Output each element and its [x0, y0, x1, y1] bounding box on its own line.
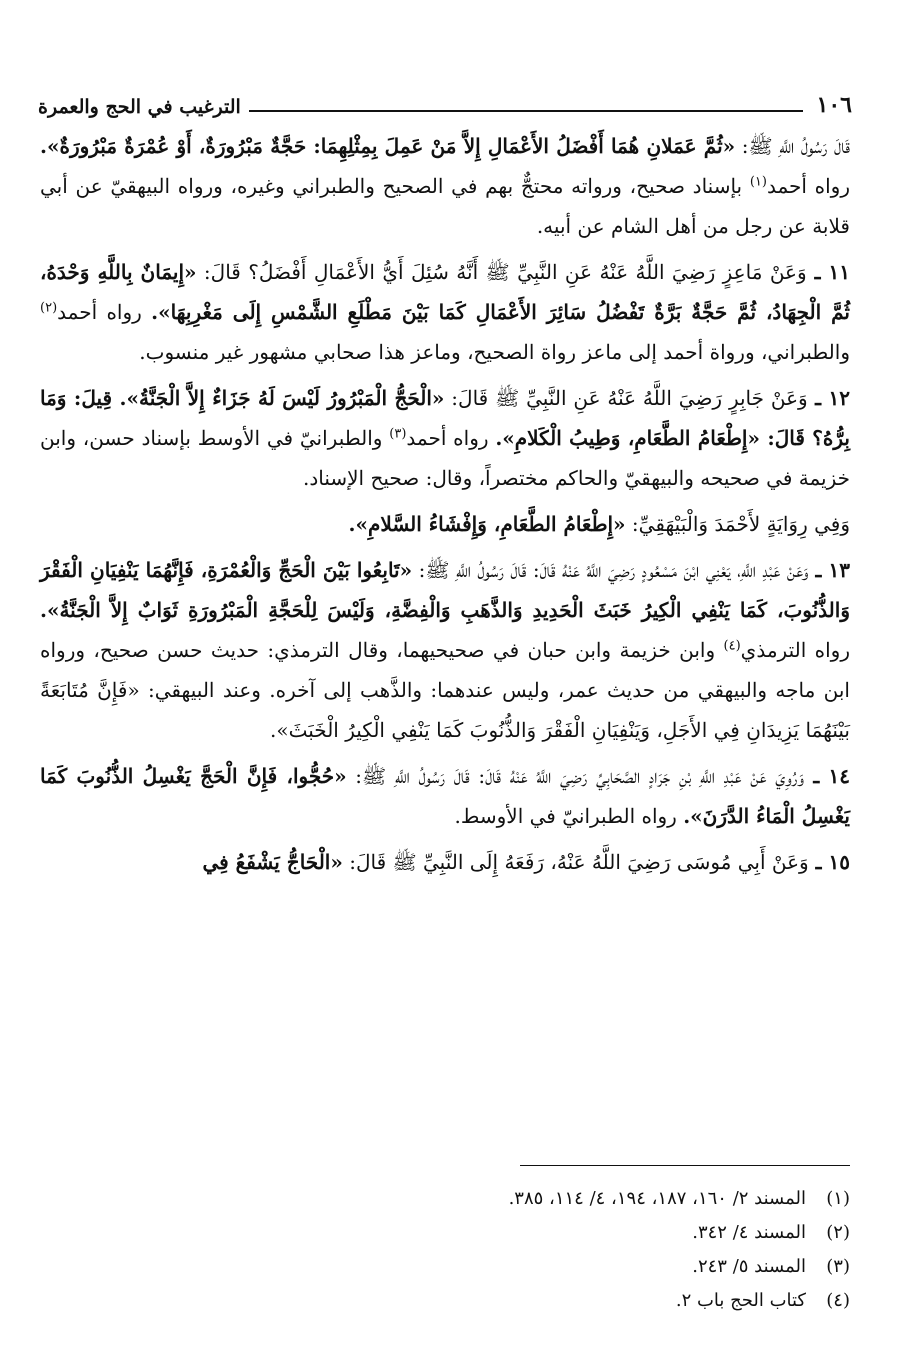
hadith-number: ١٥ ـ: [808, 850, 850, 874]
commentary: بإسناد صحيح، ورواته محتجٌّ بهم في الصحيح والطبراني وغيره، ورواه البيهقيّ عن أبي قلابة عن رجل من أهل الشام عن أبيه.: [40, 174, 850, 238]
paragraph-lead: وَفِي رِوَايَةٍ لأَحْمَدَ وَالْبَيْهَقِيِّ:: [625, 512, 850, 536]
footnote-text: كتاب الحج باب ٢.: [675, 1290, 806, 1311]
hadith-quote: «إِيمَانٌ بِاللَّهِ وَحْدَهُ، ثُمَّ الْجِهَادُ، ثُمَّ حَجَّةٌ بَرَّةٌ تَفْضُلُ سَائِرَ الأَعْمَالِ كَمَا بَيْنَ مَطْلَعِ الشَّمْسِ إِلَى مَغْرِبِهَا».: [40, 260, 850, 324]
hadith-quote: «الْحَجُّ الْمَبْرُورُ لَيْسَ لَهُ جَزَاءٌ إِلاَّ الْجَنَّةُ». قِيلَ: وَمَا بِرُّهُ؟ قَالَ: «إِطْعَامُ الطَّعَامِ، وَطِيبُ الْكَلامِ».: [40, 386, 851, 450]
hadith-paragraph: [40, 756, 850, 836]
header-rule: [249, 110, 803, 112]
footnotes: [40, 1182, 850, 1318]
footnote-ref[interactable]: (١): [749, 174, 767, 190]
hadith-quote: «الْحَاجُّ يَشْفَعُ فِي: [202, 850, 343, 874]
footnote-number: (٢): [826, 1222, 850, 1243]
running-title: الترغيب في الحج والعمرة: [38, 96, 241, 118]
footnote-separator: [520, 1165, 850, 1166]
commentary: رواه أحمد: [766, 174, 850, 198]
hadith-paragraph: [40, 550, 850, 750]
paragraph-lead: وَعَنْ عَبْدِ اللَّهِ، يَعْنِي ابْنَ مَسْعُودٍ رَضِيَ اللَّهُ عَنْهُ قَالَ: قَالَ رَسُولُ اللَّهِ ﷺ:: [412, 558, 809, 582]
hadith-quote: «ثُمَّ عَمَلانِ هُمَا أَفْضَلُ الأَعْمَالِ إِلاَّ مَنْ عَمِلَ بِمِثْلِهِمَا: حَجَّةٌ مَبْرُورَةٌ، أَوْ عُمْرَةٌ مَبْرُورَةٌ».: [40, 134, 736, 158]
footnote-number: (١): [826, 1188, 850, 1209]
commentary: وابن خزيمة وابن حبان في صحيحيهما، وقال الترمذي: حديث حسن صحيح، ورواه ابن ماجه والبيهقي من حديث عمر، وليس عندهما: والذَّهب إلى آخره. وعند البيهقي: «فَإِنَّ مُتَابَعَةً بَيْنَهُمَا يَزِيدَانِ فِي الأَجَلِ، وَيَنْفِيَانِ الْفَقْرَ وَالذُّنُوبَ كَمَا يَنْفِي الْكِيرُ الْخَبَثَ».: [40, 638, 850, 742]
paragraph-lead: قَالَ رَسُولُ اللَّهِ ﷺ:: [735, 134, 850, 158]
footnote-text: المسند ٥/ ٢٤٣.: [692, 1256, 806, 1277]
hadith-paragraph: [40, 126, 850, 246]
commentary: رواه الطبرانيّ في الأوسط.: [454, 804, 684, 828]
hadith-number: ١٤ ـ: [804, 764, 851, 788]
running-header: [38, 92, 852, 118]
hadith-number: ١٢ ـ: [807, 386, 850, 410]
footnote-number: (٣): [826, 1256, 850, 1277]
footnote-ref[interactable]: (٢): [40, 300, 58, 316]
commentary: رواه أحمد: [406, 426, 496, 450]
footnote-text: المسند ٢/ ١٦٠، ١٨٧، ١٩٤، ٤/ ١١٤، ٣٨٥.: [508, 1188, 806, 1209]
hadith-number: ١٣ ـ: [808, 558, 850, 582]
hadith-paragraph: [40, 504, 850, 544]
footnote-number: (٤): [826, 1290, 850, 1311]
footnote-text: المسند ٤/ ٣٤٢.: [692, 1222, 806, 1243]
commentary: رواه أحمد: [57, 300, 152, 324]
paragraph-lead: وَعَنْ جَابِرٍ رَضِيَ اللَّهُ عَنْهُ عَنِ النَّبِيِّ ﷺ قَالَ:: [444, 386, 808, 410]
footnote-ref[interactable]: (٣): [389, 426, 407, 442]
hadith-paragraph: [40, 842, 850, 882]
hadith-quote: «حُجُّوا، فَإِنَّ الْحَجَّ يَغْسِلُ الذُّنُوبَ كَمَا يَغْسِلُ الْمَاءُ الدَّرَنَ».: [40, 764, 850, 828]
footnote: [40, 1182, 850, 1216]
commentary: والطبرانيّ في الأوسط بإسناد حسن، وابن خزيمة في صحيحه والبيهقيّ والحاكم مختصراً، وقال: صحيح الإسناد.: [40, 426, 850, 490]
hadith-paragraph: [40, 252, 850, 372]
paragraph-lead: وَعَنْ مَاعِزٍ رَضِيَ اللَّهُ عَنْهُ عَنِ النَّبِيِّ ﷺ أَنَّهُ سُئِلَ أَيُّ الأَعْمَالِ أَفْضَلُ؟ قَالَ:: [196, 260, 807, 284]
page-number: ١٠٦: [816, 92, 852, 118]
commentary: رواه الترمذي: [740, 638, 850, 662]
hadith-paragraph: [40, 378, 850, 498]
footnote: [40, 1284, 850, 1318]
hadith-quote: «تَابِعُوا بَيْنَ الْحَجِّ وَالْعُمْرَةِ، فَإِنَّهُمَا يَنْفِيَانِ الْفَقْرَ وَالذُّنُوبَ، كَمَا يَنْفِي الْكِيرُ خَبَثَ الْحَدِيدِ وَالذَّهَبِ وَالْفِضَّةِ، وَلَيْسَ لِلْحَجَّةِ الْمَبْرُورَةِ ثَوَابٌ إِلاَّ الْجَنَّةُ».: [40, 558, 850, 622]
footnote-ref[interactable]: (٤): [723, 638, 741, 654]
commentary: والطبراني، ورواة أحمد إلى ماعز رواة الصحيح، وماعز هذا صحابي مشهور غير منسوب.: [139, 340, 850, 364]
paragraph-lead: وَرُوِيَ عَنْ عَبْدِ اللَّهِ بْنِ جَرَادٍ الصَّحَابِيِّ رَضِيَ اللَّهُ عَنْهُ قَالَ: قَالَ رَسُولُ اللَّهِ ﷺ:: [346, 764, 805, 788]
footnote: [40, 1216, 850, 1250]
paragraph-lead: وَعَنْ أَبِي مُوسَى رَضِيَ اللَّهُ عَنْهُ، رَفَعَهُ إِلَى النَّبِيِّ ﷺ قَالَ:: [342, 850, 809, 874]
footnote: [40, 1250, 850, 1284]
hadith-number: ١١ ـ: [806, 260, 850, 284]
main-text: [40, 126, 850, 888]
hadith-quote: «إِطْعَامُ الطَّعَامِ، وَإِفْشَاءُ السَّلامِ».: [348, 512, 626, 536]
